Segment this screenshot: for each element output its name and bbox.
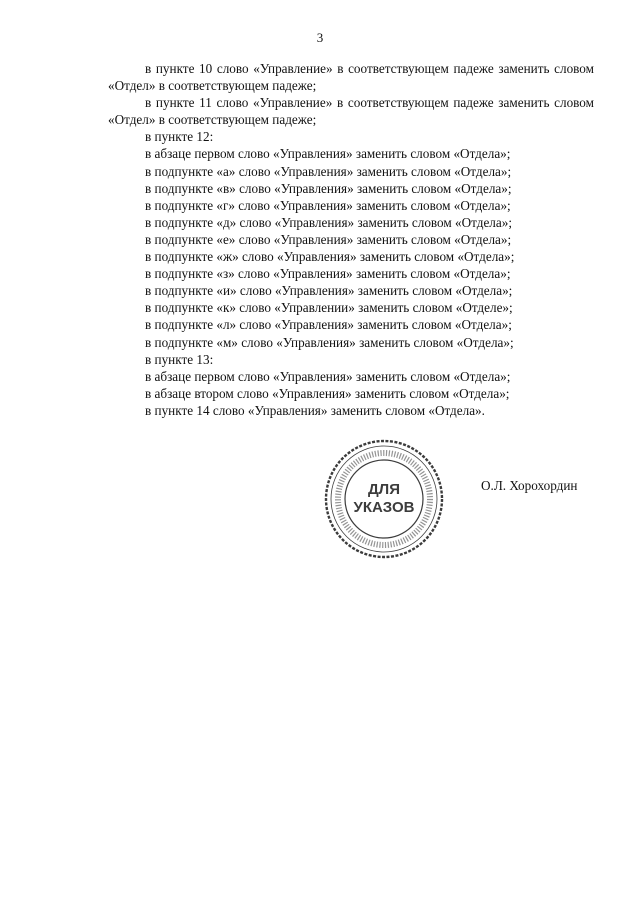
signatory-name: О.Л. Хорохордин [481, 478, 578, 493]
page-number: 3 [316, 30, 324, 45]
paragraph: в подпункте «д» слово «Управления» заменить словом «Отдела»; [145, 214, 513, 230]
paragraph: в пункте 13: [145, 351, 214, 367]
paragraph: в подпункте «м» слово «Управления» заменить словом «Отдела»; [145, 334, 514, 350]
paragraph: в подпункте «з» слово «Управления» заменить словом «Отдела»; [145, 266, 511, 282]
paragraph: в подпункте «л» слово «Управления» заменить словом «Отдела»; [145, 317, 512, 333]
paragraph: в подпункте «а» слово «Управления» заменить словом «Отдела»; [145, 163, 512, 179]
paragraph: в абзаце первом слово «Управления» заменить словом «Отдела»; [145, 368, 511, 384]
paragraph: в пункте 12: [145, 129, 214, 145]
paragraph: в пункте 10 слово «Управление» в соответствующем падеже заменить словом «Отдел» в соответствующем падеже; [108, 61, 594, 94]
paragraph: в подпункте «в» слово «Управления» заменить словом «Отдела»; [145, 180, 512, 196]
paragraph: в подпункте «г» слово «Управления» заменить словом «Отдела»; [145, 197, 511, 213]
paragraph: в подпункте «и» слово «Управления» заменить словом «Отдела»; [145, 283, 513, 299]
seal-line-1: ДЛЯ [368, 481, 400, 498]
document-body [108, 60, 594, 419]
paragraph: в подпункте «ж» слово «Управления» заменить словом «Отдела»; [145, 249, 515, 265]
paragraph: в абзаце первом слово «Управления» заменить словом «Отдела»; [145, 146, 511, 162]
paragraph: в абзаце втором слово «Управления» заменить словом «Отдела»; [145, 385, 510, 401]
paragraph: в подпункте «к» слово «Управлении» заменить словом «Отделе»; [145, 300, 513, 316]
seal-line-2: УКАЗОВ [353, 499, 415, 516]
paragraph: в пункте 14 слово «Управления» заменить словом «Отдела». [145, 402, 485, 418]
seal-stamp [322, 437, 446, 561]
paragraph: в подпункте «е» слово «Управления» заменить словом «Отдела»; [145, 231, 512, 247]
paragraph: в пункте 11 слово «Управление» в соответствующем падеже заменить словом «Отдел» в соответствующем падеже; [108, 95, 594, 128]
